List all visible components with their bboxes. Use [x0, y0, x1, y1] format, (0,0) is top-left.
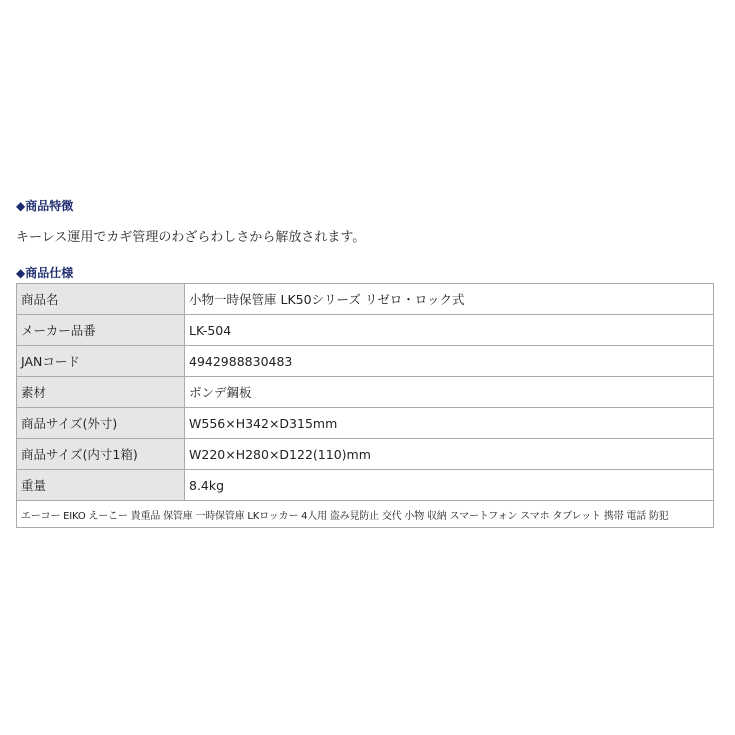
- table-row: [17, 377, 714, 408]
- spec-label-outer-size: 商品サイズ(外寸): [17, 408, 185, 439]
- spec-value-material: ボンデ鋼板: [185, 377, 714, 408]
- spec-label-weight: 重量: [17, 470, 185, 501]
- spec-label-material: 素材: [17, 377, 185, 408]
- specs-heading: ◆商品仕様: [16, 266, 74, 280]
- spec-label-product-name: 商品名: [17, 284, 185, 315]
- spec-value-jan-code: 4942988830483: [185, 346, 714, 377]
- features-text: キーレス運用でカギ管理のわざらわしさから解放されます。: [16, 230, 366, 245]
- spec-label-inner-size: 商品サイズ(内寸1箱): [17, 439, 185, 470]
- spec-table: [16, 283, 714, 528]
- features-heading: ◆商品特徴: [16, 199, 74, 213]
- table-row: [17, 284, 714, 315]
- spec-value-product-name: 小物一時保管庫 LK50シリーズ リゼロ・ロック式: [185, 284, 714, 315]
- table-row: [17, 501, 714, 528]
- spec-keywords: エーコー EIKO えーこー 貴重品 保管庫 一時保管庫 LKロッカー 4人用 盗み見防止 交代 小物 収納 スマートフォン スマホ タブレット 携帯 電話 防犯: [17, 501, 714, 528]
- spec-value-outer-size: W556×H342×D315mm: [185, 408, 714, 439]
- spec-label-jan-code: JANコード: [17, 346, 185, 377]
- table-row: [17, 439, 714, 470]
- spec-value-model-number: LK-504: [185, 315, 714, 346]
- table-row: [17, 408, 714, 439]
- table-row: [17, 470, 714, 501]
- table-row: [17, 315, 714, 346]
- spec-value-inner-size: W220×H280×D122(110)mm: [185, 439, 714, 470]
- spec-value-weight: 8.4kg: [185, 470, 714, 501]
- spec-label-model-number: メーカー品番: [17, 315, 185, 346]
- table-row: [17, 346, 714, 377]
